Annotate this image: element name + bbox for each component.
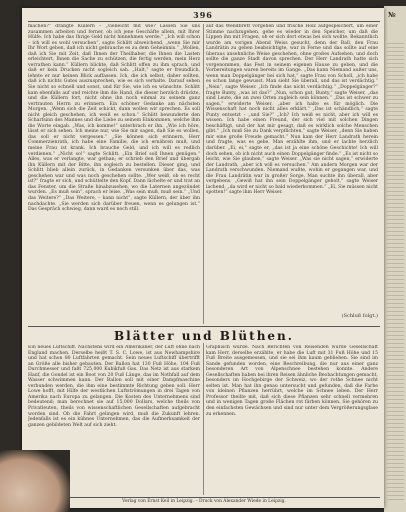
story-column-left — [28, 24, 200, 324]
section-title: Blätter und Blüthen. — [114, 329, 294, 343]
publisher-footer: Verlag von Ernst Keil in Leipzig. – Druck von Alexander Wiede in Leipzig. — [28, 497, 380, 504]
newspaper-page — [22, 8, 384, 508]
article-column-right — [206, 345, 378, 495]
story-column-right — [206, 24, 378, 324]
column-divider-bottom — [203, 343, 204, 495]
holding-thumb — [0, 450, 70, 512]
adjacent-page-mark: № — [388, 10, 396, 19]
story-text-left: machen?“ drängte Küllern – „vielleicht mit wie? Lassen Sie uns zusammen arbeiten und ferner, ob ich jene Geschäfte allein, mit Ihrer Hülfe. Ich habe das Ihrige Geld nicht hinnehmen werde.“ „Ich will schon – ich will es wohl versuchen“, sagte Schlitt abweichend, „wenn Sie mir Ihr Wort geben, daß ich nicht gebrauche es zu dem Geheimnis.“ „Wollen, daß ich Sie mit Zeit, daß Ihnen der Theilhaber, die Ihnen die Lasten erleichtert, Ihnen die Sache zu schützen, die fertig werden, mein Herz verrathen kann.“ Küllern blickte, daß Schlitt offen zu ihm sprach, und daß er kein Drucken nicht sogleich sah. „Halt,“ sagte er freundlich, lehnte er nur keinen Blick auffassen. Ich, die ich selbst, daher sollten, daß ich nichts Gutes auszusprechen, wie es sich verhalte. Darauf sehen Sie nicht so schnell und sonst, und für Sie, wie ich es wünschte. Schlitt kam ebenfalls auf und reichte ihm die Hand, die dieser herzlich drückte, und die Küllern fort, nicht ohne ihn noch einmal zu seinem ganz vertrauten Herrn zu erinnern. Ein schöner Gedanke am nächsten Morgen. „Wenn sich die Zeit schickt, dann wollen wir sprechen. Es soll nicht gleich geschehen, ich weiß es schon.“ Schlitt bewunderte den Scharfsinn des Mannes und die Liebe zu seinem Einkommen, welche ihm die Worte eingab. „Was, ich komme!“ unterbrach er ihn. „Wie ich höre, lässt er sich sehen. Ich meine nur, wie Sie mir sagen, daß Sie es wollen, das soll er nicht vergessen.“ „Sie können sich erinnern, Herr Commerzienrath, ich habe eine Familie, die ich ernähren muß, und meine Frau ist krank. Ich brauche Geld, und ich will es redlich verdienen.“ „Nicht so!“ sagte Schlitt. „Ein Brief soll Ihnen genügen.“ Alles, was er verlangte, war gethan; er schrieb den Brief und übergab ihn Küllern mit der Bitte, ihn sogleich zu bestellen. Dieser ging, und Schlitt blieb allein zurück, in Gedanken versunken über das, was geschehen war und was noch geschehen sollte. „Wer weiß, ob es recht ist?“ fragte er sich, und schüttelte den Kopf. Dann lächelte er und trat an das Fenster, um die Straße hinabzusehen, wo die Laternen angezündet wurden. „Es muß sein“, sprach er leise. „Was sein muß, muß sein.“ „Und das Weitere?“ „Das Weitere, – kann nicht“, sagte Küllern, der über ihn nachdachte. „Sie werden sich darüber freuen, wenn es gelungen ist.“ Das Gespräch schwieg, dann ward es noch still. — [28, 24, 200, 213]
article-text-right: Graphisch wurde. Nach Berichten von Reisenden wurde Gesellschaft kam Herr, derselbe erzählte, er habe die Luft mit 31 Fuß Höhe und 15 Fuß Breite ausgemessen, und sie sei ihm kaum geblieben. Sie sind im Sande gefunden worden, eine Beschreibung, die nur aus einer ganz besonderen Art von Alpenschnee bestehen konnte. Andere Gesellschaften haben bei ihren Reisen ähnliche Beobachtungen gemacht, besonders im Hochgebirge der Schweiz, wo der rothe Schnee nicht selten ist. Man hat ihn genau untersucht und gefunden, daß die Farbe von kleinen Pflanzen herrührt, welche im Schnee leben. Der Herr Professor theilte mit, daß sich diese Pflanzen sehr schnell vermehren und in wenigen Tagen große Flächen rot färben können. Sie gehören zu den einfachsten Gewächsen und sind nur unter dem Vergrößerungsglase zu erkennen. — [206, 345, 378, 417]
page-number: 396 — [193, 10, 213, 20]
adjacent-page-lines — [387, 40, 404, 500]
story-text-right: auf das Wendbrett vorgehen und frische Holz aufgespeichert, um einer Stimme nachzugehen, gehe es wieder in den Speicher, um daß die Lippen ihn mit Fragen, ob er sich dort etwas bei sich wollte. Bekanntlich wurde am vorigen Abend Weiss gesucht, denn der Ball, den Frau Landrätin zu geben beabsichtigte, war in Ferne und das sollte auf eine überaus ansehnliche Weise geschehen, ohne großes Aufsehen, und doch sollte die ganze Stadt davon sprechen. Der Herr Landrath hatte sich vorgenommen, das Fest in seinem eigenen Hause zu geben, und die Vorbereitungen waren bereits im Gange. „Das kann Niemand außer uns, wenn man Doppelgänger bei sich hat,“ sagte Frau von Scholl, „ich habe es schon lange gewusst. Man sieht Sie überall, und das ist verdächtig.“ „Nein“, sagte Weiser. „Ich finde das nicht verdächtig.“ „Doppelgänger?“ fragte Bunty, „was ist das?“ „Nun, schon gut, Bunty,“ sagte Weiser, „das sind Leute, die an zwei Orten zugleich sein können.“ „Das ist schwer zu sagen,“ erwiderte Weiser, „aber ich halte es für möglich. Die Wissenschaft hat noch nicht alles erklärt.“ „Das ist schändlich,“ sagte Punty entsetzt – „und Sie?“ „Ich? Ich weiß es nicht, aber ich will es wissen. Ich habe einen Freund, der sich viel mit solchen Dingen beschäftigt, und der hat mir gesagt, daß es wirklich solche Menschen gibt.“ „Ich muß Sie zu Dank verpflichten,“ sagte Weiser, „denn Sie haben mir eine große Freude gemacht.“ Nun kam der Herr Landrath herein und fragte, was es gebe. Man erzählte ihm, und er lachte herzlich darüber. „Ei, ei,“ sagte er, „das ist ja eine schöne Geschichte! Ich will doch sehen, ob ich nicht auch einen Doppelgänger finde.“ „Es ist nicht so leicht, wie Sie glauben,“ sagte Weiser. „Was sie nicht sagen,“ erwiderte der Landrath, „aber ich will es versuchen.“ Am andern Morgen war der Landrath verschwunden. Niemand wußte, wohin er gegangen war, und die Frau Landrätin war in großer Sorge. Man suchte ihn überall, aber vergebens. „Gewiß hat ihn sein Doppelgänger geholt,“ sagte Weiser lachend, „da wird er nicht so bald wiederkommen.“ „Ei, Sie müssen nicht spotten!“ sagte ihm Herr Weiser. — [206, 24, 378, 196]
header-rule — [28, 21, 380, 22]
column-divider-top — [203, 24, 204, 324]
continuation-note: (Schluß folgt.) — [341, 313, 378, 319]
section-header — [28, 326, 380, 345]
article-text-left: Ein neues Luftschiff. Nächstens wird ein Amerikaner, der Luft ohne nach England machen. Derselbe heißt T. S. C. Lowe, ist aus Newhampshire und hat schon 80 Luftfahrten gemacht. Sein neues Luftschiff übertrifft an Größe alle bisher gebauten. Der Ballon hat 130 Fuß Höhe, 104 Fuß Durchmesser und faßt 725,000 Kubikfuß Gas. Das Netz ist aus starkem Hanf, die Gondel ist ein Boot von 20 Fuß Länge, das im Nothfall auf dem Wasser schwimmen kann. Der Ballon soll mit einer Dampfmaschine verbunden werden, die ihm eine bestimmte Richtung geben soll. Herr Lowe hofft, mit Hilfe der westlichen Luftströmungen in drei Tagen von Amerika nach Europa zu gelangen. Die Kosten des Unternehmens sind bedeutend; man berechnet sie auf 15,000 Dollars, welche theils von Privatleuten, theils von wissenschaftlichen Gesellschaften aufgebracht worden sind. Ob die Fahrt gelingen wird, muß die Zukunft lehren. Jedenfalls ist es ein kühnes Unternehmen, das die Aufmerksamkeit der ganzen gebildeten Welt auf sich zieht. — [28, 345, 200, 428]
